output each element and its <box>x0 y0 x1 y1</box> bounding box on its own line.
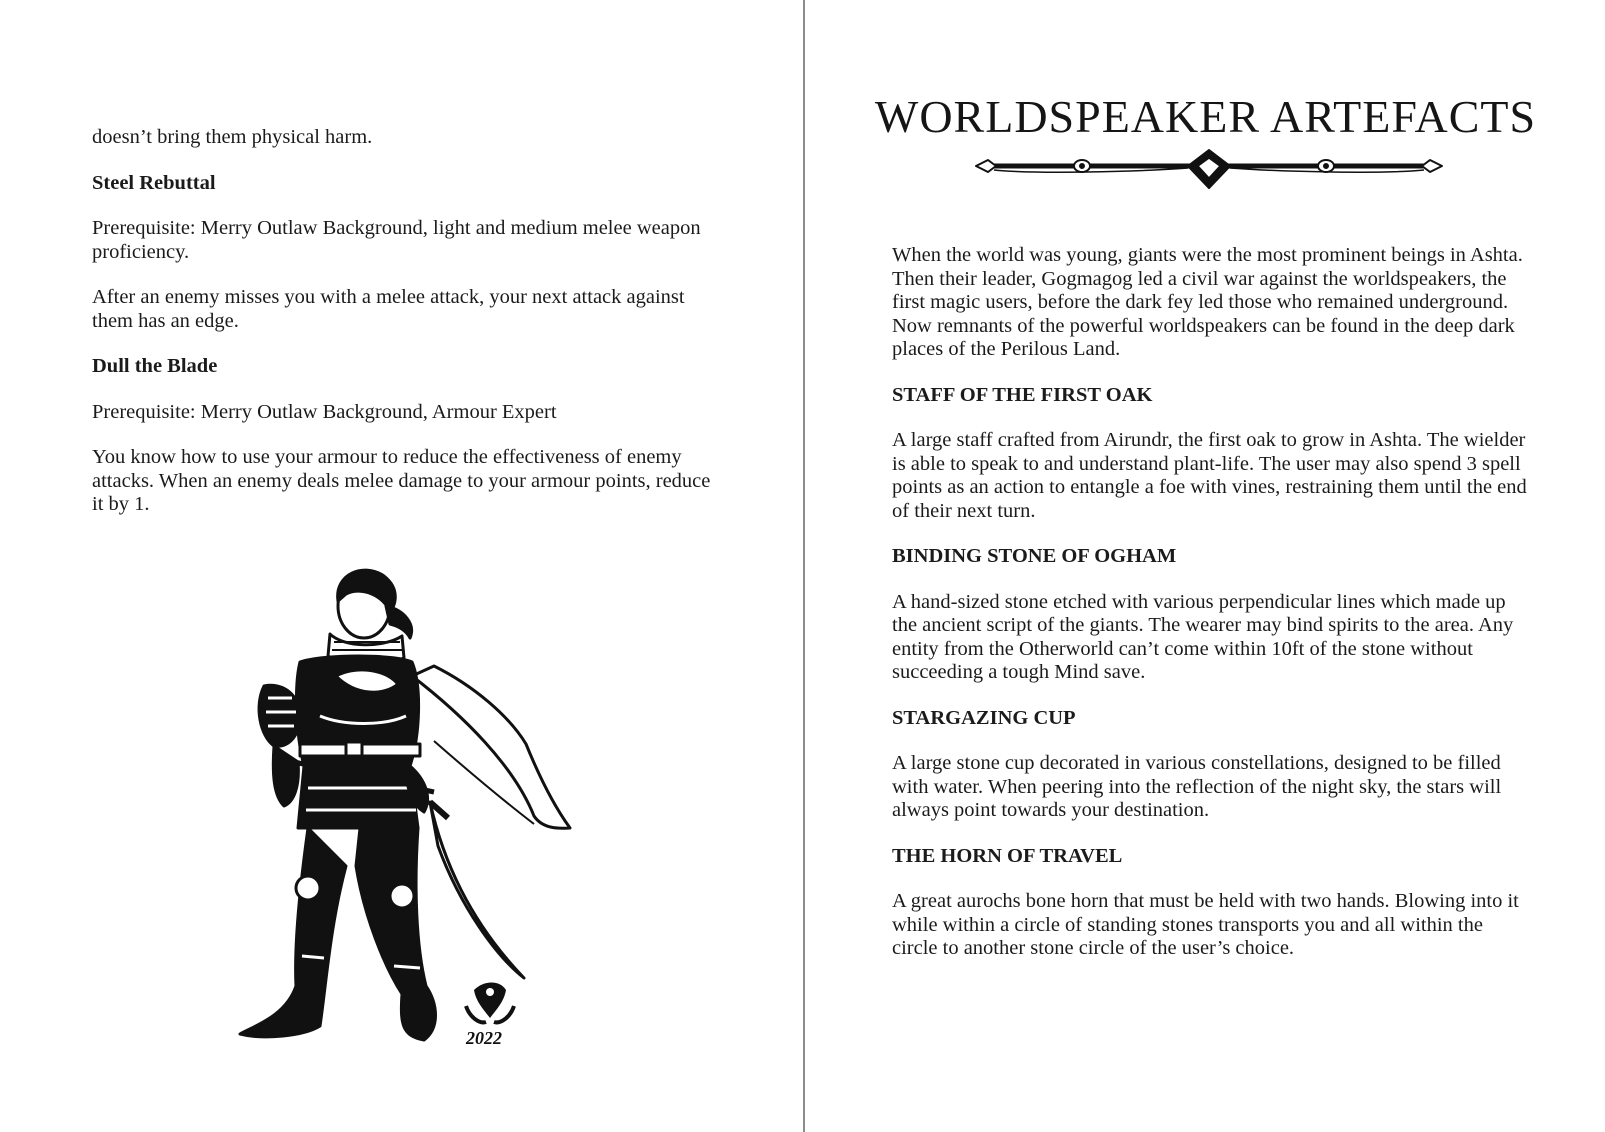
staff-of-the-first-oak-text: A large staff crafted from Airundr, the first oak to grow in Ashta. The wielder is able to speak to and understand plant-life. The user may also spend 3 spell points as an action to entangle a foe with vines, restraining them until the end of their next turn. <box>892 429 1527 522</box>
section-heading-stargazing-cup: STARGAZING CUP <box>892 706 1076 729</box>
intro-paragraph: When the world was young, giants were the most prominent beings in Ashta. Then their leader, Gogmagog led a civil war against the worldspeakers, the first magic users, before the dark fey led those who remained underground. Now remnants of the powerful worldspeakers can be found in the deep dark places of the Perilous Land. <box>892 244 1523 360</box>
stargazing-cup-text: A large stone cup decorated in various constellations, designed to be filled with water. When peering into the reflection of the night sky, the stars will always point towards your destination. <box>892 752 1502 821</box>
steel-rebuttal-prerequisite: Prerequisite: Merry Outlaw Background, light and medium melee weapon proficiency. <box>92 217 701 263</box>
section-heading-steel-rebuttal: Steel Rebuttal <box>92 171 216 194</box>
section-heading-dull-the-blade: Dull the Blade <box>92 355 218 377</box>
binding-stone-of-ogham-text: A hand-sized stone etched with various perpendicular lines which made up the ancient script of the giants. The wearer may bind spirits to the area. Any entity from the Otherworld can’t come within 10ft of the stone without succeeding a tough Mind save. <box>892 590 1514 683</box>
ornamental-divider <box>974 148 1444 198</box>
section-heading-binding-stone-of-ogham: BINDING STONE OF OGHAM <box>892 545 1177 567</box>
steel-rebuttal-description: After an enemy misses you with a melee attack, your next attack against them has an edge. <box>92 286 685 332</box>
signature-year: 2022 <box>466 1028 502 1048</box>
left-page <box>0 0 800 1132</box>
armoured-outlaw-illustration <box>234 566 584 1086</box>
right-column <box>892 244 1532 961</box>
section-heading-the-horn-of-travel: THE HORN OF TRAVEL <box>892 844 1123 867</box>
section-heading-staff-of-the-first-oak: STAFF OF THE FIRST OAK <box>892 383 1153 406</box>
left-column <box>92 126 800 517</box>
book-spine-divider <box>803 0 805 1132</box>
right-page <box>806 0 1605 1132</box>
intro-text: doesn’t bring them physical harm. <box>92 126 373 148</box>
dull-the-blade-prerequisite: Prerequisite: Merry Outlaw Background, Armour Expert <box>92 400 557 423</box>
dull-the-blade-description: You know how to use your armour to reduce the effectiveness of enemy attacks. When an enemy deals melee damage to your armour points, reduce it by 1. <box>92 446 711 515</box>
page-title: WORLDSPEAKER ARTEFACTS <box>874 91 1537 142</box>
the-horn-of-travel-text: A great aurochs bone horn that must be held with two hands. Blowing into it while within a circle of standing stones transports you and all within the circle to another stone circle of the user’s choice. <box>892 890 1519 959</box>
artist-signature <box>466 983 514 1023</box>
